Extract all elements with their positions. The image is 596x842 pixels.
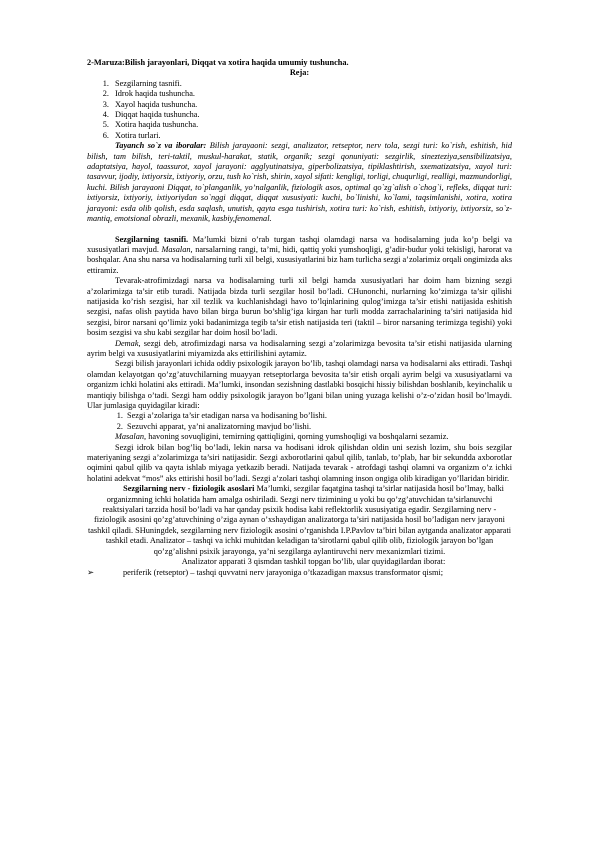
- plan-item: 6. Xotira turlari.: [111, 131, 512, 141]
- emphasis-text: Masalan,: [161, 244, 193, 254]
- plan-item: 1. Sezgilarning tasnifi.: [111, 79, 512, 89]
- plan-item: 2. Idrok haqida tushuncha.: [111, 89, 512, 99]
- keywords-paragraph: [87, 141, 512, 224]
- document-page: [87, 58, 512, 578]
- plan-label: Reja:: [289, 68, 310, 78]
- bullet-item: [87, 568, 512, 578]
- conditions-item: 1. Sezgi a’zolariga ta’sir etadigan narsa va hodisaning bo’lishi.: [125, 411, 512, 421]
- plan-item: 5. Xotira haqida tushuncha.: [111, 120, 512, 130]
- emphasis-text: Masalan,: [115, 432, 147, 442]
- paragraph-text: havoning sovuqligini, temirning qattiqligini, qorning yumshoqligi va boshqalarni sezamiz.: [146, 432, 449, 442]
- paragraph-perception: Sezgi idrok bilan bog’liq bo’ladi, lekin narsa va hodisani idrok qilishdan oldin uni sezish lozim, shu bois sezgilar materiyaning sezgi a’zolarimizga ta’siri natijasidir. Sezgi axborotlarini qabul qilib, tanlab, to’plab, har bir sekundda axborotlar oqimini qabul qilib va qayta ishlab miyaga yetkazib beradi. Natijada tevarak - atrofdagi tashqi olamni va organizm o’z ichki holatini adekvat “mos” aks ettirishi hosil bo’ladi. Sezgi a’zolari tashqi olamning inson ongiga olib kiradigan yo’llaridan biridir.: [87, 442, 512, 483]
- paragraph-analyzer-parts: Analizator apparati 3 qismdan tashkil topgan bo’lib, ular quyidagilardan iborat:: [181, 557, 446, 567]
- plan-item: 3. Xayol haqida tushuncha.: [111, 100, 512, 110]
- keywords-label: Tayanch so`z va iboralar:: [115, 141, 207, 151]
- bullet-text: periferik (retseptor) – tashqi quvvatni nerv jarayoniga o’tkazadigan maxsus transformator qismi;: [123, 567, 444, 577]
- paragraph-example: [87, 432, 512, 442]
- paragraph-text: Ma’lumki, sezgilar faqatgina tashqi ta’sirlar natijasida hosil bo’lmay, balki organizmning ichki holatida ham amalga oshiriladi. Sezgi nerv tizimining u yoki bu qo’zg’atuvchidan ta’sirlanuvchi reaktsiyalari tarzida hosil bo’ladi va har qanday psixik hodisa kabi reflektorlik xususiyatiga egadir. Sezgilarning nerv - fiziologik asosini qo’zg’atuvchining o’ziga aynan o’xshaydigan analizatorga ta’siri natijasida hosil bo’ladigan nerv jarayoni tashkil qiladi. SHuningdek, sezgilarning nerv fiziologik asosini o’rganishda I.P.Pavlov ta’biri bilan aytganda analizator apparati tashkil etadi. Analizator – tashqi va ichki muhitdan keladigan ta’sirotlarni qabul qilib olib, fiziologik jarayon bo’lgan qo’zg’alishni psixik jarayonga, ya’ni sezgilarga aylantiruvchi nerv mexanizmlari tizimi.: [87, 484, 512, 556]
- plan-list: [87, 79, 512, 141]
- paragraph-text: Ma’lumki bizni o’rab turgan tashqi olamdagi narsa va hodisalarning juda ko’p belgi va xususiyatlari mavjud.: [87, 234, 512, 254]
- section-heading-classification: Sezgilarning tasnifi.: [115, 234, 189, 244]
- keywords-text: Bilish jarayaoni: sezgi, analizator, retseptor, nerv tola, sezgi turi: ko`rish, eshitish, hid bilish, tam bilish, teri-taktil, muskul-harakat, statik, organik; sezgi qonuniyati: sezgirlik, sinezteziya,sensibilizatsiya, adaptatsiya, hayol, taassurot, xayol jarayoni: agglyutinatsiya, giperbolizatsiya, tipiklashtirish, sxematizatsiya, xayol turi: tasavvur, ijodiy, ixtiyorsiz, ixtiyoriy, orzu, tush ko`rish, shirin, xayol sifati: kengligi, torligi, chuqurligi, realligi, mazmundorligi, kuchi. Bilish jarayaoni Diqqat, to`planganlik, yo’nalganlik, fiziologik asos, optimal qo`zg`alish o`chog`i, refleks, diqqat turi: ixtiyorsiz, ixtiyoriy, ixtiyoriydan so`nggi diqqat, diqqat xususiyati: kuchi, bo`linishi, ko`lami, taqsimlanishi, xotira, xotira jarayoni: esda olib qolish, esda saqlash, unutish, qayta esga tushirish, xotira turi: ko`rish, eshitish, ixtiyoriy, ixtiyorsiz, so`z-mantiq, emotsional obrazli, mexanik, kasbiy,fenomenal.: [87, 141, 512, 224]
- paragraph-text: sezgi deb, atrofimizdagi narsa va hodisalarning sezgi a’zolarimizga bevosita ta’sir etishi natijasida ularning ayrim belgi va xususiyatlarini miyamizda aks ettirilishini aytamiz.: [87, 338, 512, 358]
- paragraph-text: narsalarning rangi, ta’mi, hidi, qattiq yoki yumshoqligi, g’adir-budur yoki tekisligi, harorat va boshqalar. Ana shu narsa va hodisalarning turli xil belgi, xususiyatlarini biz ham turlicha sezgi a’zolarimiz orqali ongimizda aks ettiramiz.: [87, 244, 512, 275]
- conditions-item: 2. Sezuvchi apparat, ya’ni analizatorning mavjud bo’lishi.: [125, 422, 512, 432]
- paragraph-nerve-basis: [87, 484, 512, 557]
- paragraph-definition: [87, 339, 512, 360]
- section-heading-nerve-basis: Sezgilarning nerv - fiziologik asoslari: [123, 484, 255, 494]
- arrow-bullet-icon: ➢: [87, 567, 94, 577]
- paragraph-classification: [87, 235, 512, 277]
- paragraph-environment: Tevarak-atrofimizdagi narsa va hodisalarning turli xil belgi hamda xususiyatlari har doim ham bizning sezgi a’zolarimizga ta’sir etib turadi. Natijada bizda turli sezgilar hosil bo’ladi. CHunonchi, nurlarning ko’zimizga ta’sir qilishi natijasida ko’rish sezgisi, har xil tezlik va kuchlanishdagi havo to’lqinlarining qulog’imizga ta’sir etishi natijasida eshitish sezgisi, nafas olish paytida havo bilan birga burun bo’shlig’iga kirgan har turli modda zarrachalarining ta’siri natijasida hid sezgisi, biror narsani qo’limiz yoki badanimizga tegib ta’sir etish natijasida teri (taktil – biror narsaning terimizga tegishi) yoki bosim sezgisi va shu kabi sezgilar har doim hosil bo’ladi.: [87, 276, 512, 338]
- emphasis-text: Demak,: [115, 338, 141, 348]
- conditions-list: [87, 411, 512, 432]
- lecture-title: 2-Maruza:Bilish jarayonlari, Diqqat va xotira haqida umumiy tushuncha.: [87, 58, 349, 67]
- plan-item: 4. Diqqat haqida tushuncha.: [111, 110, 512, 120]
- paragraph-cognition: Sezgi bilish jarayonlari ichida oddiy psixologik jarayon bo’lib, tashqi olamdagi narsa va hodisalarni aks ettiradi. Tashqi olamdan kelayotgan qo’zg’atuvchilarning muayyan retseptorlarga bevosita ta’sir etish orqali ayrim belgi va xususiyatlarni va organizm ichki holatini aks ettiradi. Ma’lumki, insondan sezishning dastlabki bosqichi hissiy bilishdan boshlanib, keyinchalik u mantiqiy bilishga o’tadi. Sezgi ham oddiy psixologik jarayon bo’lgani bilan uning yuzaga kelishi o’z-o’zidan hosil bo’lmaydi. Ular jumlasiga quyidagilar kiradi:: [87, 359, 512, 410]
